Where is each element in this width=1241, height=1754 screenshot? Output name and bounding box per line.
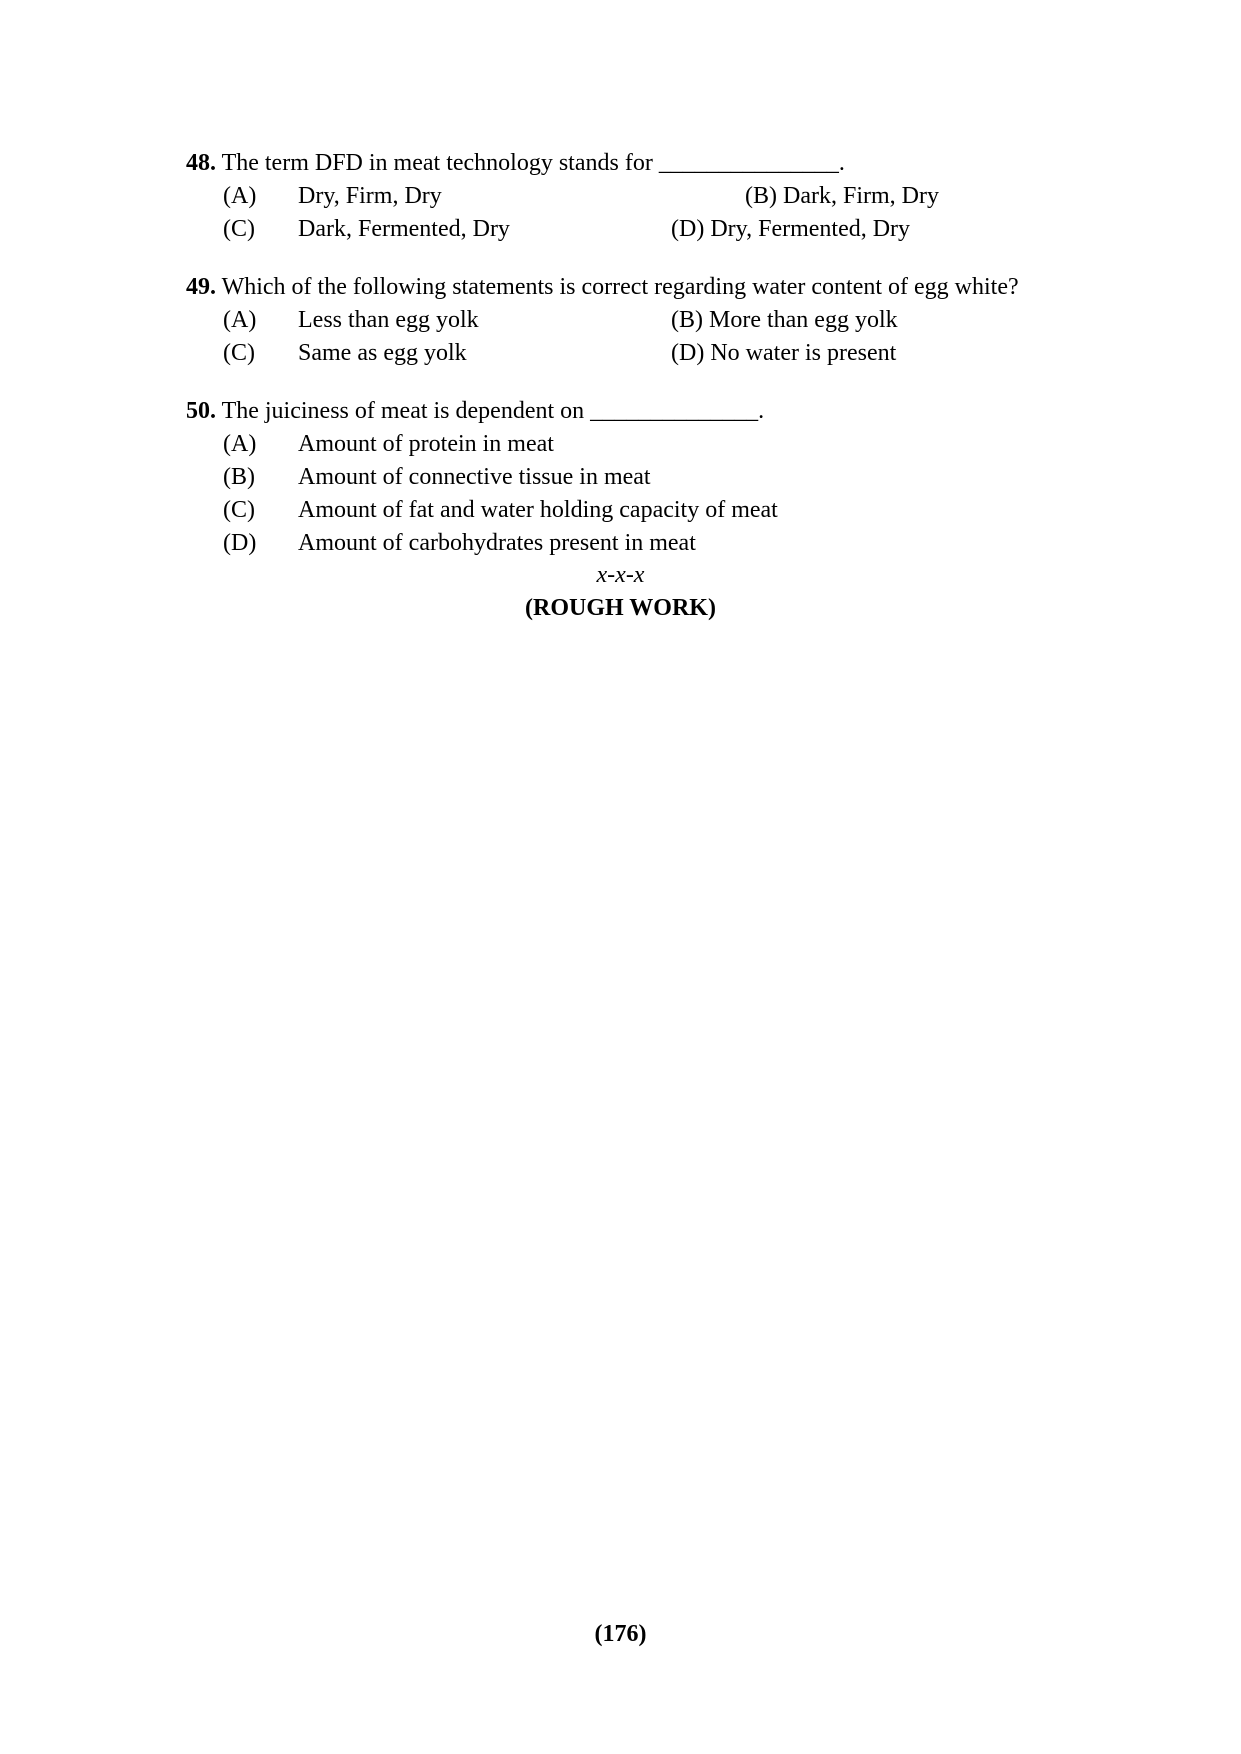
option-text: Same as egg yolk bbox=[298, 340, 467, 366]
option-label: (C) bbox=[223, 497, 255, 523]
option-text: Dry, Fermented, Dry bbox=[710, 216, 911, 242]
option-text: Dark, Fermented, Dry bbox=[298, 216, 510, 242]
option-label: (D) bbox=[671, 216, 705, 242]
option-label: (A) bbox=[223, 307, 257, 333]
option-text: Less than egg yolk bbox=[298, 307, 479, 333]
question-48-stem bbox=[186, 151, 845, 175]
question-number: 50. bbox=[186, 398, 216, 424]
option-label: (C) bbox=[223, 340, 255, 366]
option-text: Amount of protein in meat bbox=[298, 431, 554, 457]
option-label: (D) bbox=[223, 530, 257, 556]
rough-work-heading: (ROUGH WORK) bbox=[525, 595, 716, 621]
question-50-stem bbox=[186, 399, 764, 423]
option-text: Amount of fat and water holding capacity of meat bbox=[298, 497, 778, 523]
option-label-text bbox=[671, 217, 910, 241]
question-number: 48. bbox=[186, 150, 216, 176]
option-label-text bbox=[745, 184, 939, 208]
page-number: (176) bbox=[594, 1621, 647, 1647]
option-label: (A) bbox=[223, 183, 257, 209]
option-label-text bbox=[671, 341, 896, 365]
question-text: The term DFD in meat technology stands for _______________. bbox=[221, 150, 845, 176]
option-text: Amount of carbohydrates present in meat bbox=[298, 530, 696, 556]
option-text: No water is present bbox=[710, 340, 897, 366]
option-label: (D) bbox=[671, 340, 705, 366]
option-label: (B) bbox=[223, 464, 255, 490]
option-text: Dry, Firm, Dry bbox=[298, 183, 442, 209]
option-text: Amount of connective tissue in meat bbox=[298, 464, 651, 490]
option-label: (C) bbox=[223, 216, 255, 242]
end-separator: x-x-x bbox=[596, 562, 645, 588]
question-text: Which of the following statements is correct regarding water content of egg white? bbox=[221, 274, 1019, 300]
question-number: 49. bbox=[186, 274, 216, 300]
option-text: Dark, Firm, Dry bbox=[783, 183, 939, 209]
question-text: The juiciness of meat is dependent on ______________. bbox=[221, 398, 765, 424]
option-label: (B) bbox=[671, 307, 703, 333]
question-49-stem bbox=[186, 275, 1019, 299]
option-label-text bbox=[671, 308, 898, 332]
option-label: (B) bbox=[745, 183, 777, 209]
option-text: More than egg yolk bbox=[709, 307, 898, 333]
option-label: (A) bbox=[223, 431, 257, 457]
